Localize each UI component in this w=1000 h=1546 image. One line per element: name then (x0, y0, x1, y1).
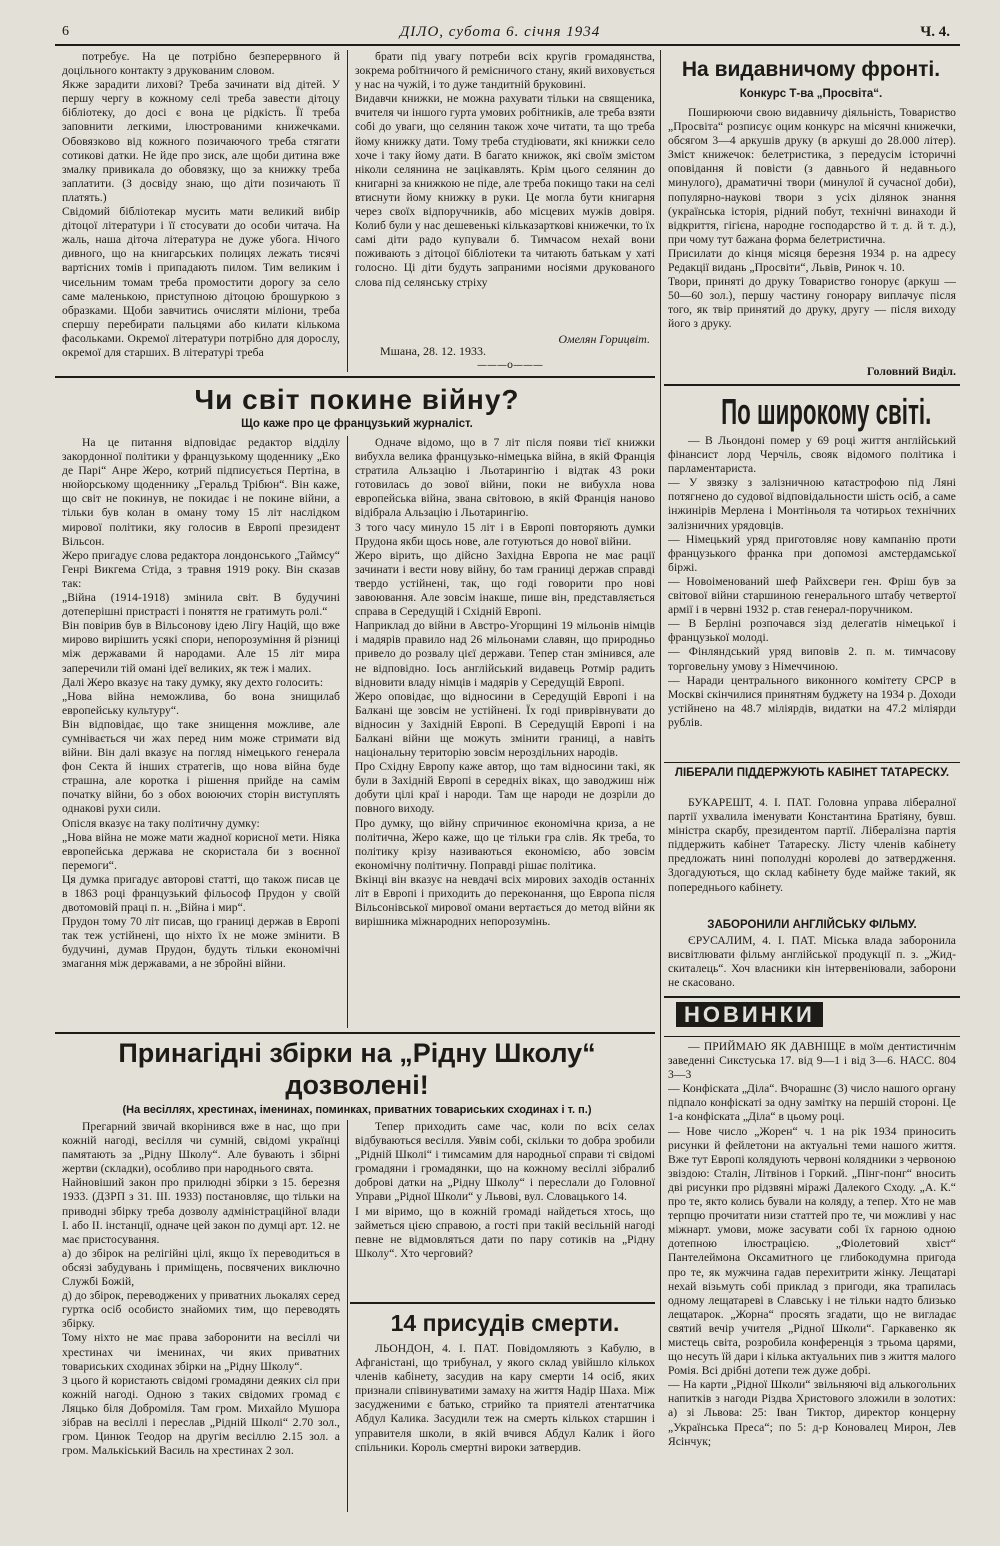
section-rule (55, 376, 655, 378)
liberals-body-text: БУКАРЕШТ, 4. І. ПАТ. Головна управа лібералної партії ухвалила іменувати Константина Братіяну, бувш. міністра скарбу, президентом партії. Лібералізна партія піддержить кабінет Татареску. Лісту членів кабінету предложать нині пополудні королеві до затвердження. Здогадуються, що склад кабінету буде майже такий, як попереднього кабінету. (668, 796, 956, 894)
war-col2-text: Одначе відомо, що в 7 літ після появи тієї книжки вибухла велика французько-німецька війна, в якій Франція стратила Альзацію і Льотарингію і відтак 43 роки готовилась до зової війни, поки не вибухла нова европейська війна, звана світовою, в якій Франція наново відібрала Альзацію і Льотарингію. З того часу минуло 15 літ і в Европі повторяють думки Прудона якби щось нове, але готуються до нової війни. Жеро вірить, що дійсно Західна Европа не має рації зачинати і вести нову війну, бо там границі держав справді твердо устійнені, так, що годі говорити про нові завоювання. Але зовсім інакше, пише він, представляється справа в Середущій і Східній Европі. Наприклад до війни в Австро-Угорщині 19 мільонів німців і мадярів правило над 26 мільонами славян, що природньо привело до розвалу цієї держави. Тепер стан змінився, але не відповідно. Іось англійський видавець Ротмір радить відновити владу німців і мадярів у Середущій Европі. Жеро оповідає, що відносини в Середущій Европі і на Балкані ще зовсім не устійнені. Їх годі приврівнувати до відносин у Західній Европі. В Середущій Европі і на Балкані війни ще можуть змінити границі, а навіть національну територію зовсім нероздільних народів. Про Східну Европу каже автор, що там відносини такі, як були в Західній Европі в середніх віках, що заводжиш ніж добути цілі краї і народи. Там ще народи не дозріли до повного виходу. Про думку, що війну спричинює економічна криза, а не політична, Жеро каже, що це тільки гра слів. Як треба, то політику крізу називаються економією, або зовсім економічну політичну. Поправді рішає політика. Вкінці він вказує на невдачі всіх мирових заходів останніх літ в Европі і приходить до переконання, що Европа після Вільсонівської мирової омани вертається до метод війни як вирішника міжнародних непорозумінь. (355, 436, 655, 929)
top-article-col2-text: брати під увагу потреби всіх кругів громадянства, зокрема робітничого й ремісничого стану, який виховується у нас на чужій, і то дуже тандитній бруковині. Видавчи книжки, не можна рахувати тільки на священика, вчителя чи іншого гурта умових робітників, але треба взяти собі до уваги, що селянин також хоче читати, та що треба йому книжку дати. Тому треба студіювати, які книжки село хоче і таку йому дати. В багато книжок, які своїм змістом ніколи селянина не зацікавлять. Крім цього селянин до книгарні за книжкою не піде, але треба покищо таки на селі втиснути йому книжку в руки. Це могла бути книгарня через своїх відпоручників, або місцевих мужів довіря. Колиб були у нас дешевенькі кільказарткові книжечки, то їх самі діти радо купували б. Тимчасом нехай вони поживають з дітоцої бібліотеки та читають батькам у хаті голосно. Ці діти будуть запраними носіями друкованого слова під селянську стріху (355, 50, 655, 289)
column-divider (347, 436, 348, 1028)
news-body-text: — ПРИЙМАЮ ЯК ДАВНІЩЕ в моїм дентистичнім заведенні Сикстуська 17. від 9—1 і від 3—6. НАСС. 804 3—3 — Конфіската „Діла“. Вчорашнє (3) число нашого органу підпало конфіскаті за одну замітку на першій стороні. Це 1-а конфіската „Діла“ в цьому році. — Нове число „Жорен“ ч. 1 на рік 1934 приносить рисунки й фейлетони на актуальні теми нашого життя. Вже тут Европі колядують червоні колядники з червоною звіздою: Сталін, Літвінов і Горкий. „Пінг-понг“ вносить дві рисунки про рідзвяні міражі Далекого Сходу. „А. К.“ про те, якто колись бували на коляду, а тепер. Хто не мав терпцю прочитати низи статтей про те, чи можливі у нас міжнарт. умови, може засувати собі їх гарною одною дотепною ілюстрацією. „Фіолетовий хвіст“ Пантелеймона Оксамитного це глибокодумна пригода про те, як мужчина гадав перехитрити жінку. Лещатарі нехай візьмуть собі приклад з пригоди, яка трапилась одному лещатареві в Славську і не тільки надто близько лещатарок. „Жорна“ просять згадати, що не вигладає святий вечір учителя „Рідної Школи“. Гаркавенко як мистець світа, розробила конференція з трьома царями, що несуть їй дари і кілька актуальних пив з життя малого Ромія. Всі дрібні дотепи теж дуже добрі. — На карти „Рідної Школи“ звільняючі від алькогольних напитків з нагоди Різдва Христового зложили в золотих: а) зі Львова: 25: Іван Тиктор, директор концерну „Українська Преса“; по 5: д-р Коновалец Мирон, Лев Ясінчук; (668, 1040, 956, 1448)
section-rule (664, 1036, 960, 1037)
ornament-divider: ———o——— (476, 360, 544, 371)
top-article-col2 (355, 50, 655, 338)
column-divider (347, 1120, 348, 1512)
section-rule (664, 384, 960, 386)
column-divider (347, 50, 348, 372)
section-rule (664, 762, 960, 763)
liberals-body (668, 796, 956, 900)
section-rule (350, 1302, 655, 1304)
world-headline: По широкому світі. (721, 392, 932, 432)
top-article-dateline: Мшана, 28. 12. 1933. (380, 344, 486, 358)
publishing-body-text: Поширюючи свою видавничу діяльність, Товариство „Просвіта“ розписує оцим конкурс на місячні книжечки, обсягом 3—4 аркушів друку (в аркуші до 28.000 літер). Зміст книжечок: белетристика, з передусім історичні оповідання й повісти (з давнього й недавнього минулого), драматичні твори (минулої й сучасної доби), популярно-наукові твори з усіх ділянок знання (українська історія, рідний побут, технічні винаходи й відкриття, гігієна, народне господарство й т. д. й т. д.), при чому тут бажана форма белетристична. Присилати до кінця місяця березня 1934 р. на адресу Редакції видань „Просвіти“, Львів, Ринок ч. 10. Твори, приняті до друку Товариство гонорує (аркуш — 50—60 зол.), першу частину гонорару виплачує після того, як твір принятий до друку, другу — після виходу його з друку. (668, 106, 956, 331)
school-headline-line2: дозволені! (285, 1070, 429, 1100)
header-rule (55, 44, 960, 46)
news-headline-wrap (676, 1002, 823, 1032)
section-rule (664, 996, 960, 998)
war-col1-text: На це питання відповідає редактор відділу закордонної політики у французькому щоденнику „Еко де Парі“ Анре Жеро, котрий підписується Пертіна, в нюйорському щоденнику „Геральд Трібюн“. Він каже, що світ не покинув, не покидає і не покине війни, а тільки був колан в оману тому 15 літ наслідком мирової політики, яку голосив в Европі президент Вільсон. Жеро пригадує слова редактора лондонського „Таймсу“ Генрі Викгема Стіда, з травня 1919 року. Він сказав так: „Війна (1914-1918) змінила світ. В будучині дотеперішні пристрасті і поняття не гратимуть ролі.“ Він повірив був в Вільсонову ідею Лігу Націй, що вже мирово вирішить усякі спори, непорозуміння й різниці між державами й народами. Але 15 літ мира заперечили тій омані ідеї великих, як теж і малих. Далі Жеро вказує на таку думку, яку дехто голосить: „Нова війна неможлива, бо вона знищилаб европейську культуру“. Він відповідає, що таке знищення можливе, але сумнівається чи жах перед ним може стримати від війни. Він далі вказує на погляд німецького генерала фон Секта й інших стратегів, що нова війна буде страшна, але коротка і рішення прийде на самім початку війни, бо з обох воюючих сторін виступлять однакові рухи сили. Опісля вказує на таку політичну думку: „Нова війна не може мати жадної корисної мети. Ніяка европейська держава не скористала би з воєнної перемоги“. Ця думка пригадує авторові статті, що також писав це в 1863 році французький фільософ Прудон у своїй двотомовій праці п. н. „Війна і мир“. Прудон тому 70 літ писав, що границі держав в Европі так теж устійнені, що ніхто їх не може змінити. В будучині, думав Прудон, будуть тільки економічні змагання між державами, а не збройні війни. (62, 436, 340, 971)
film-headline: ЗАБОРОНИЛИ АНГЛІЙСЬКУ ФІЛЬМУ. (707, 919, 917, 931)
world-headline-wrap (666, 392, 956, 432)
war-subtitle: Що каже про це французький журналіст. (241, 418, 473, 430)
column-divider (660, 50, 661, 1350)
school-col1 (62, 1120, 340, 1512)
publishing-subtitle: Конкурс Т-ва „Просвіта“. (739, 88, 883, 100)
news-headline: НОВИНКИ (676, 1002, 823, 1027)
school-headline-line1: Принагідні збірки на „Рідну Школу“ (118, 1038, 596, 1068)
death-body-text: ЛЬОНДОН, 4. І. ПАТ. Повідомляють з Кабулю, в Афганістані, що трибунал, у якого склад увійшло кількох членів кабінету, засудив на кару смерти 14 осіб, яких признали співинуватими замаху на життя Надір Шаха. Між засудженими є батько, стрийко та приятелі атентатчика Абдул Калика. Засудили теж на смерть кількох старшин і управителя школи, в якій вчився Абдул Калик і його спільники. Король смертні вироки затвердив. (355, 1342, 655, 1454)
war-col2 (355, 436, 655, 1028)
top-article-col1 (62, 50, 340, 372)
section-rule (55, 1032, 655, 1034)
war-headline: Чи світ покине війну? (194, 384, 520, 415)
publishing-body (668, 106, 956, 362)
publishing-headline: На видавничому фронті. (681, 58, 941, 81)
school-col1-text: Прегарний звичай вкорінився вже в нас, що при кожній нагоді, весілля чи сумній, свідомі українці памятають за „Рідну Школу“. Але бувають і збірні жертви (складки), особливо при народнього свята. Найновіший закон про прилюдні збірки з 15. березня 1933. (ДЗРП з 31. ІІІ. 1933) постановляє, що тільки на приводні збірку треба дозволу адміністраційної влади І. або ІІ. інстанції, одначе цей закон по думці арт. 12. не має пристосування. а) до збірок на релігійні цілі, якщо їх переводиться в обсязі забудувань і приміщень, посвячених виключно Службі Божій, д) до збірок, переводжених у приватних льокалях серед гуртка осіб особисто знайомих тим, що переводять збірку. Тому ніхто не має права заборонити на весіллі чи хрестинах чи іменинах, чи яких приватних товариських сходинах збірки на „Рідну Школу“. З цього й користають свідомі громадяни деяких сіл при кожній нагоді. Одною з таких свідомих громад є Ляцько біля Доброміля. Там гром. Михайло Мушора зібрав на весіллі і переслав „Рідній Школі“ 2.70 зол., гром. Цинюк Теодор на другім весіллю 2.15 зол. а гром. Малькіський Василь на хрестинах 2 зол. (62, 1120, 340, 1458)
school-subtitle: (На весіллях, хрестинах, іменинах, поминках, приватних товариських сходинах і т. п.) (122, 1104, 592, 1116)
school-col2-text: Тепер приходить саме час, коли по всіх селах відбуваються весілля. Уявім собі, скільки то добра зробили „Рідній Школі“ і тимсамим для народньої справи ті свідомі громадяни і громадянки, що на кожному весіллі зібралиб доброві датки на „Рідну Школу“ і переслали до Головної Управи „Рідної Школи“ у Львові, вул. Словацького 14. І ми віримо, що в кожній громаді найдеться хтось, що займеться цією справою, а гості при такій весільній нагоді певне не відмовляться дати по пару сотиків на „Рідну Школу“. Хто черговий? (355, 1120, 655, 1260)
film-body-text: ЄРУСАЛИМ, 4. І. ПАТ. Міська влада заборонила висвітлювати фільму англійської продукції п. з. „Жид-скиталець“. Хоч власники кін інтервеніювали, заборони не скасовано. (668, 934, 956, 990)
page-number: 6 (62, 24, 69, 39)
war-col1 (62, 436, 340, 1028)
world-body (668, 434, 956, 758)
top-article-signature: Омелян Горицвіт. (558, 332, 650, 346)
masthead: ДІЛО, субота 6. січня 1934 (399, 24, 601, 40)
top-article-col1-text: потребує. На це потрібно безперервного й доцільного контакту з друкованим словом. Якже зарадити лихові? Треба зачинати від дітей. У першу чергу в кожному селі треба завести дітоцу бібліотеку, до досі є вона це рідкість. Її треба заповнити легкими, ілюстрованими книжечками. Обовязково від кожного позичаючого треба стягати сотикові датки. Не йде про зиск, але щоби дитина вже змалку привикала до обовязку, що за книжку треба заплатити. (З досвіду знаю, що діти позичають її платять.) Свідомий бібліотекар мусить мати великий вибір дітоцої літератури і її стосувати до особи читача. На жаль, наша діточа література не дуже убога. Нічого дивного, що на книгарських полицях лежать тисячі вартісних томів і припадають пилом. Тим великим і чисельним томам треба промостити дорогу за село саме маленькою, приступною дітоцою брошуркою з образками. Щоби завчитись очисляти міліони, треба спершу перебирати пальцями або килати кількома фасольками. Окремої літератури потрібно для дорослу, окремої для старших. В літературі треба (62, 50, 340, 359)
issue-number: Ч. 4. (920, 24, 950, 40)
death-headline: 14 присудів смерти. (390, 1310, 620, 1336)
world-body-text: — В Льондоні помер у 69 році життя англійський фінансист лорд Черчіль, свояк відомого політика і парламентариста. — У звязку з залізничною катастрофою під Ляні потягнено до судової відповідальности шість осіб, а саме інжинірів Мерлена і Монтіньоля та чотирьох технічних залізничних урядовців. — Німецький уряд приготовляє нову кампанію проти французького франка при допомозі амстердамської біржі. — Новоіменований шеф Райхсвери ген. Фріш був за світової війни старшиною генерального штабу четвертої армії і в червні 1932 р. став генерал-поручником. — В Берліні розпочався зізд делегатів німецької і французької молоді. — Фінляндський уряд виповів 2. п. м. тимчасову торговельну умову з Німеччиною. — Наради центрального виконного комітету СРСР в Москві скінчилися принятням буджету на 1934 р. Доходи устійнено на 48.7 міліярдів, видатки на 47.2 міліярди рублів. (668, 434, 956, 729)
liberals-headline: ЛІБЕРАЛИ ПІДДЕРЖУЮТЬ КАБІНЕТ ТАТАРЕСКУ. (674, 767, 950, 779)
publishing-signature: Головний Виділ. (866, 364, 956, 378)
news-body (668, 1040, 956, 1520)
death-body (355, 1342, 655, 1512)
film-body (668, 934, 956, 992)
school-col2 (355, 1120, 655, 1298)
